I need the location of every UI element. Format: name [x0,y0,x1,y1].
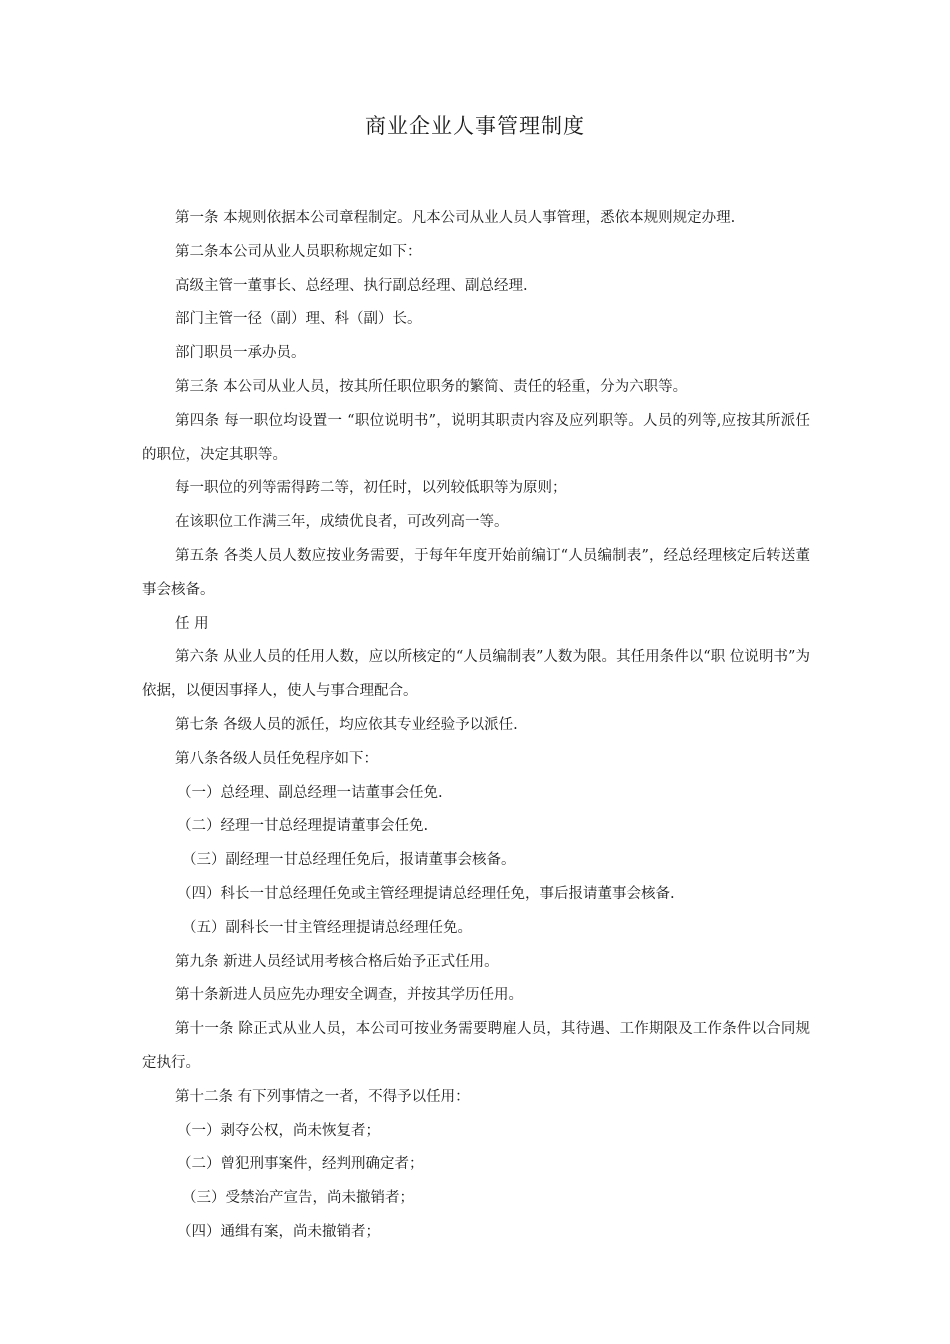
article-6: 第六条 从业人员的任用人数，应以所核定的“人员编制表”人数为限。其任用条件以“职 位说明书”为依据，以便因事择人，使人与事合理配合。 [142,649,810,700]
document-body [142,202,810,1250]
document-title: 商业企业人事管理制度 [365,114,585,138]
article-2: 第二条本公司从业人员职称规定如下： [175,243,422,260]
title-department-heads: 部门主管一径（副）理、科（副）长。 [175,311,422,328]
article-9: 第九条 新进人员经试用考核合格后始予正式任用。 [175,953,499,970]
section-heading-appointment: 任 用 [175,615,209,632]
list-item: （四）通缉有案，尚未撤销者； [177,1223,380,1240]
article-11: 第十一条 除正式从业人员，本公司可按业务需要聘雇人员，其待遇、工作期限及工作条件以合同规定执行。 [142,1021,810,1071]
article-10: 第十条新进人员应先办理安全调查，并按其学历任用。 [175,987,523,1004]
article-1: 第一条 本规则依据本公司章程制定。凡本公司从业人员人事管理，悉依本规则规定办理. [175,210,736,226]
list-item: （三）受禁治产宣告，尚未撤销者； [182,1190,414,1207]
title-senior-managers: 高级主管一董事长、总经理、执行副总经理、副总经理. [175,277,528,294]
grade-rule-2: 在该职位工作满三年，成绩优良者，可改列高一等。 [175,514,509,531]
grade-rule-1: 每一职位的列等需得跨二等，初任时，以列较低职等为原则； [175,480,567,497]
list-item: （二）曾犯刑事案件，经判刑确定者； [177,1156,424,1173]
list-item: （三）副经理一甘总经理任免后，报请董事会核备。 [182,852,516,869]
title-department-staff: 部门职员一承办员。 [175,345,306,362]
list-item: （一）总经理、副总经理一诘董事会任免. [177,784,443,801]
article-4: 第四条 每一职位均设置一 “职位说明书”，说明其职责内容及应列职等。人员的列等,应按其所派任的职位，决定其职等。 [142,412,810,463]
article-8: 第八条各级人员任免程序如下： [175,750,378,767]
list-item: （五）副科长一甘主管经理提请总经理任免。 [182,919,472,936]
article-7: 第七条 各级人员的派任，均应依其专业经验予以派任. [175,716,518,733]
article-3: 第三条 本公司从业人员，按其所任职位职务的繁简、责任的轻重，分为六职等。 [175,378,688,395]
list-item: （二）经理一甘总经理提请董事会任免. [177,818,429,835]
article-5: 第五条 各类人员人数应按业务需要，于每年年度开始前编订“人员编制表”，经总经理核定后转送董事会核备。 [142,547,810,598]
list-item: （一）剥夺公权，尚未恢复者； [177,1122,380,1139]
list-item: （四）科长一甘总经理任免或主管经理提请总经理任免，事后报请董事会核备. [177,885,675,902]
article-12: 第十二条 有下列事情之一者，不得予以任用： [175,1088,470,1105]
